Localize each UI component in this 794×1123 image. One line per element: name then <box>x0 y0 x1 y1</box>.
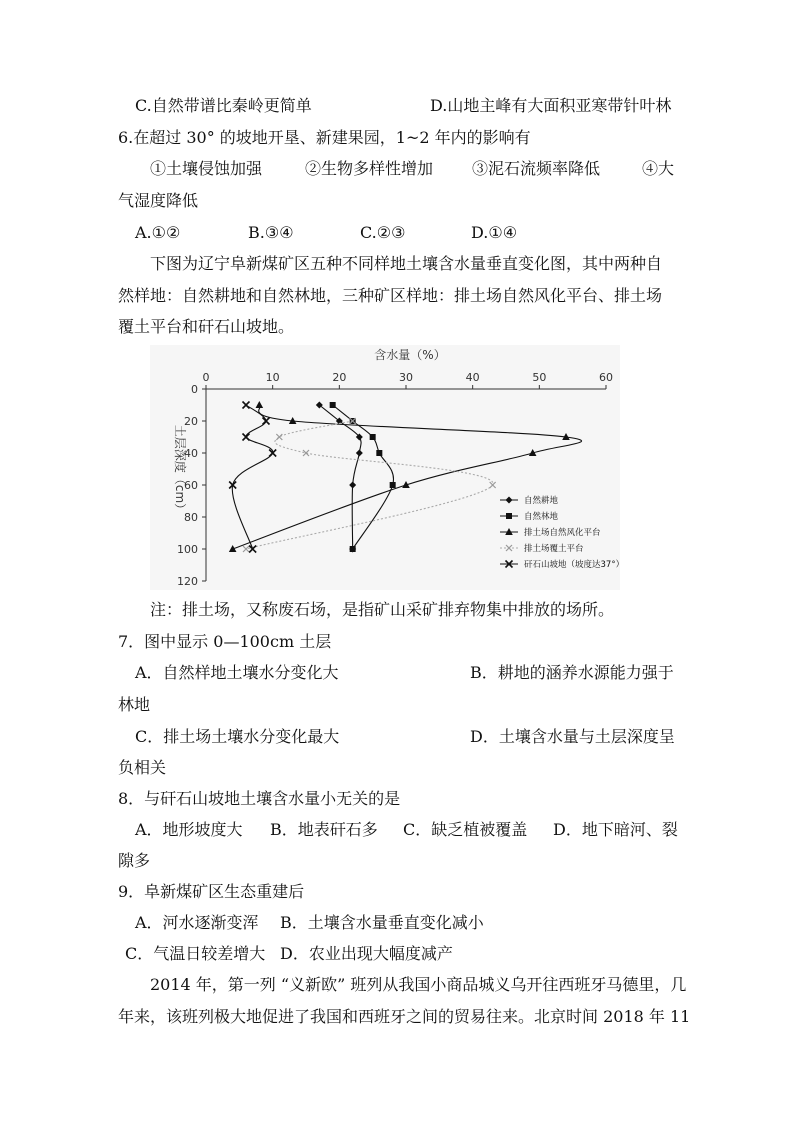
y-axis-label: 土层深度（cm） <box>173 424 187 516</box>
q6-item-1: ①土壤侵蚀加强 <box>150 159 263 178</box>
question-6: 6.在超过 30° 的坡地开垦、新建果园，1~2 年内的影响有 <box>118 128 531 147</box>
q7-option-a: A．自然样地土壤水分变化大 <box>135 663 339 682</box>
legend-label: 自然林地 <box>524 512 559 522</box>
legend-label: 排土场自然风化平台 <box>524 528 601 538</box>
q9-option-b: B．土壤含水量垂直变化减小 <box>280 913 484 932</box>
q6-option-d: D.①④ <box>471 223 518 242</box>
x-tick-label: 0 <box>202 371 210 384</box>
y-tick-label: 120 <box>177 575 198 588</box>
x-tick-label: 10 <box>265 371 280 384</box>
legend-label: 自然耕地 <box>524 496 559 506</box>
marker-square <box>350 546 356 552</box>
q8-option-c: C．缺乏植被覆盖 <box>403 820 528 839</box>
y-tick-label: 20 <box>184 415 198 428</box>
question-9: 9．阜新煤矿区生态重建后 <box>118 882 305 901</box>
intro-paragraph-2: 然样地：自然耕地和自然林地，三种矿区样地：排土场自然风化平台、排土场 <box>118 286 663 305</box>
q7-option-b: B．耕地的涵养水源能力强于 <box>470 663 674 682</box>
x-tick-label: 60 <box>599 371 613 384</box>
q6-item-4-cont: 气湿度降低 <box>118 191 199 210</box>
q6-option-b: B.③④ <box>248 223 294 242</box>
x-tick-label: 50 <box>532 371 547 384</box>
q6-item-2: ②生物多样性增加 <box>305 159 434 178</box>
q6-option-c: C.②③ <box>360 223 406 242</box>
q8-option-d-cont: 隙多 <box>118 851 151 870</box>
q8-option-d: D．地下暗河、裂 <box>553 820 678 839</box>
q8-option-b: B．地表矸石多 <box>270 820 378 839</box>
passage-line-1: 2014 年，第一列 “义新欧” 班列从我国小商品城义乌开往西班牙马德里，几 <box>150 975 687 994</box>
x-tick-label: 30 <box>399 371 413 384</box>
q9-option-c: C．气温日较差增大 <box>125 944 266 963</box>
marker-square <box>330 402 336 408</box>
intro-paragraph-1: 下图为辽宁阜新煤矿区五种不同样地土壤含水量垂直变化图，其中两种自 <box>150 254 663 273</box>
q6-item-3: ③泥石流频率降低 <box>472 159 601 178</box>
y-tick-label: 80 <box>184 511 198 524</box>
legend-label: 排土场覆土平台 <box>524 544 584 554</box>
q9-option-a: A．河水逐渐变浑 <box>135 913 259 932</box>
question-8: 8．与矸石山坡地土壤含水量小无关的是 <box>118 789 401 808</box>
y-tick-label: 0 <box>191 383 198 396</box>
chart-note: 注：排土场，又称废石场，是指矿山采矿排弃物集中排放的场所。 <box>150 600 615 619</box>
soil-moisture-chart <box>150 345 620 590</box>
legend-label: 矸石山坡地（坡度达37°） <box>524 560 620 570</box>
intro-paragraph-3: 覆土平台和矸石山坡地。 <box>118 317 295 336</box>
marker-square <box>376 450 382 456</box>
chart-title: 含水量（%） <box>374 348 446 362</box>
y-tick-label: 100 <box>177 543 198 556</box>
q7-option-b-cont: 林地 <box>118 695 151 714</box>
passage-line-2: 年来，该班列极大地促进了我国和西班牙之间的贸易往来。北京时间 2018 年 11 <box>118 1007 691 1026</box>
option-d-q5: D.山地主峰有大面积亚寒带针叶林 <box>430 96 672 115</box>
q7-option-d: D．土壤含水量与土层深度呈 <box>470 727 675 746</box>
x-tick-label: 40 <box>465 371 480 384</box>
q9-option-d: D．农业出现大幅度减产 <box>280 944 453 963</box>
y-tick-label: 40 <box>184 447 198 460</box>
q6-option-a: A.①② <box>135 223 181 242</box>
q6-item-4: ④大 <box>642 159 675 178</box>
marker-square <box>506 513 512 519</box>
marker-square <box>370 434 376 440</box>
q8-option-a: A．地形坡度大 <box>135 820 243 839</box>
q7-option-d-cont: 负相关 <box>118 758 167 777</box>
question-7: 7．图中显示 0—100cm 土层 <box>118 632 332 651</box>
option-c-q5: C.自然带谱比秦岭更简单 <box>135 96 312 115</box>
q7-option-c: C．排土场土壤水分变化最大 <box>135 727 340 746</box>
y-tick-label: 60 <box>184 479 198 492</box>
chart-svg <box>150 345 620 590</box>
marker-square <box>390 482 396 488</box>
x-tick-label: 20 <box>332 371 347 384</box>
